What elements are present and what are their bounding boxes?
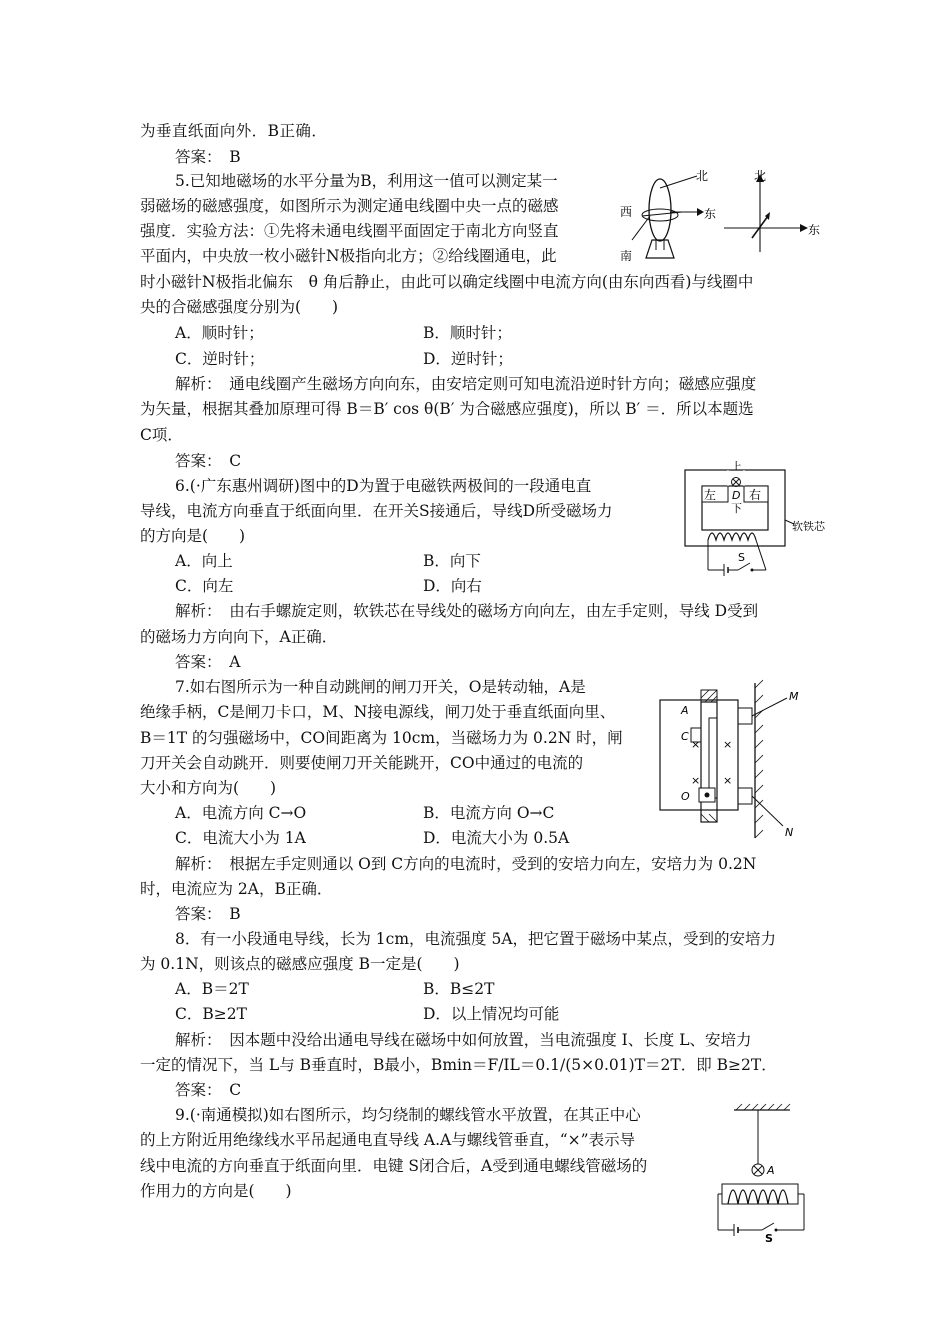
label-a: A xyxy=(767,1164,775,1177)
label-down: 下 xyxy=(731,502,742,515)
knife-switch-figure xyxy=(655,678,805,843)
svg-text:×: × xyxy=(691,738,701,751)
answer-line: 答案： B xyxy=(175,905,241,923)
answer-line: 答案： C xyxy=(175,1081,242,1099)
option-d: D．电流大小为 0.5A xyxy=(423,829,570,847)
option-d: D．逆时针； xyxy=(423,350,513,368)
explanation-line: 解析： 因本题中没给出通电导线在磁场中如何放置，当电流强度 I、长度 L、安培力 xyxy=(175,1031,752,1049)
label-right: 右 xyxy=(749,488,762,502)
question-7-text: B＝1T 的匀强磁场中，CO间距离为 10cm，当磁场力为 0.2N 时，闸 xyxy=(140,729,623,747)
option-b: B．向下 xyxy=(423,552,481,570)
svg-text:×: × xyxy=(691,774,701,787)
text-line: 为垂直纸面向外．B正确． xyxy=(140,122,328,140)
electromagnet-figure xyxy=(680,458,850,578)
option-b: B．电流方向 O→C xyxy=(423,804,555,822)
label-m: M xyxy=(789,690,799,703)
option-b: B．B≤2T xyxy=(423,980,495,998)
question-7-text: 绝缘手柄，C是闸刀卡口，M、N接电源线，闸刀处于垂直纸面向里、 xyxy=(140,703,616,721)
question-7-text: 7.如右图所示为一种自动跳闸的闸刀开关，O是转动轴，A是 xyxy=(175,678,586,696)
label-east: 东 xyxy=(704,207,717,221)
explanation-line: 解析： 根据左手定则通以 O到 C方向的电流时，受到的安培力向左，安培力为 0.2N xyxy=(175,855,757,873)
option-c: C．B≥2T xyxy=(175,1005,247,1023)
explanation-line: 时，电流应为 2A，B正确． xyxy=(140,880,333,898)
label-east-axis: 东 xyxy=(808,223,821,237)
explanation-line: 解析： 由右手螺旋定则，软铁芯在导线处的磁场方向向左，由左手定则，导线 D受到 xyxy=(175,602,759,620)
option-d: D．以上情况均可能 xyxy=(423,1005,560,1023)
label-soft-iron-core: 软铁芯 xyxy=(792,520,825,533)
option-c: C．逆时针； xyxy=(175,350,265,368)
option-a: A．电流方向 C→O xyxy=(175,804,307,822)
question-5-text: 5.已知地磁场的水平分量为B，利用这一值可以测定某一 xyxy=(175,172,558,190)
explanation-line: 为矢量，根据其叠加原理可得 B＝B′ cos θ(B′ 为合磁感应强度)，所以 B′ ＝．所以本题选 xyxy=(140,400,754,418)
label-n: N xyxy=(785,826,794,839)
option-a: A．B＝2T xyxy=(175,980,249,998)
label-o: O xyxy=(681,790,690,803)
option-a: A．向上 xyxy=(175,552,233,570)
answer-line: 答案： C xyxy=(175,452,242,470)
label-up: 上 xyxy=(731,460,742,473)
label-c: C xyxy=(681,730,689,743)
question-9-text: 9.(·南通模拟)如右图所示，均匀绕制的螺线管水平放置，在其正中心 xyxy=(175,1106,641,1124)
question-9-text: 的上方附近用绝缘线水平吊起通电直导线 A.A与螺线管垂直，“×”表示导 xyxy=(140,1131,636,1149)
svg-text:×: × xyxy=(723,774,733,787)
question-6-text: 的方向是( ) xyxy=(140,527,246,545)
compass-coil-figure xyxy=(612,168,852,268)
question-5-text: 弱磁场的磁感强度，如图所示为测定通电线圈中央一点的磁感 xyxy=(140,197,559,215)
question-6-text: 6.(·广东惠州调研)图中的D为置于电磁铁两极间的一段通电直 xyxy=(175,477,592,495)
label-left: 左 xyxy=(704,488,717,502)
question-8-text: 8．有一小段通电导线，长为 1cm，电流强度 5A，把它置于磁场中某点，受到的安培力 xyxy=(175,930,777,948)
question-9-text: 线中电流的方向垂直于纸面向里．电键 S闭合后，A受到通电螺线管磁场的 xyxy=(140,1157,648,1175)
explanation-line: 解析： 通电线圈产生磁场方向向东，由安培定则可知电流沿逆时针方向；磁感应强度 xyxy=(175,375,757,393)
option-a: A．顺时针； xyxy=(175,324,264,342)
label-west: 西 xyxy=(620,205,633,219)
option-c: C．电流大小为 1A xyxy=(175,829,306,847)
label-north-axis: 北 xyxy=(754,169,767,183)
question-9-text: 作用力的方向是( ) xyxy=(140,1182,292,1200)
question-7-text: 大小和方向为( ) xyxy=(140,779,277,797)
label-switch: S xyxy=(765,1232,773,1242)
label-switch: S xyxy=(738,551,745,564)
question-6-text: 导线，电流方向垂直于纸面向里．在开关S接通后，导线D所受磁场力 xyxy=(140,502,613,520)
option-b: B．顺时针； xyxy=(423,324,512,342)
label-a: A xyxy=(681,704,689,717)
answer-line: 答案： B xyxy=(175,148,241,166)
svg-text:×: × xyxy=(723,738,733,751)
option-c: C．向左 xyxy=(175,577,234,595)
explanation-line: 的磁场力方向向下，A正确． xyxy=(140,628,338,646)
question-7-text: 刀开关会自动跳开．则要使闸刀开关能跳开，CO中通过的电流的 xyxy=(140,754,584,772)
explanation-line: C项． xyxy=(140,426,183,444)
question-5-text: 时小磁针N极指北偏东 θ 角后静止，由此可以确定线圈中电流方向(由东向西看)与线圈中 xyxy=(140,273,754,291)
solenoid-figure xyxy=(712,1102,812,1242)
label-north: 北 xyxy=(696,169,709,183)
label-south: 南 xyxy=(620,249,633,263)
question-8-text: 为 0.1N，则该点的磁感应强度 B一定是( ) xyxy=(140,955,460,973)
option-d: D．向右 xyxy=(423,577,482,595)
question-5-text: 央的合磁感强度分别为( ) xyxy=(140,298,339,316)
label-d: D xyxy=(732,489,741,502)
answer-line: 答案： A xyxy=(175,653,241,671)
explanation-line: 一定的情况下，当 L与 B垂直时，B最小，Bmin＝F/IL＝0.1/(5×0.01)T＝2T．即 B≥2T． xyxy=(140,1056,777,1074)
question-5-text: 平面内，中央放一枚小磁针N极指向北方；②给线圈通电，此 xyxy=(140,247,557,265)
question-5-text: 强度．实验方法：①先将未通电线圈平面固定于南北方向竖直 xyxy=(140,222,559,240)
